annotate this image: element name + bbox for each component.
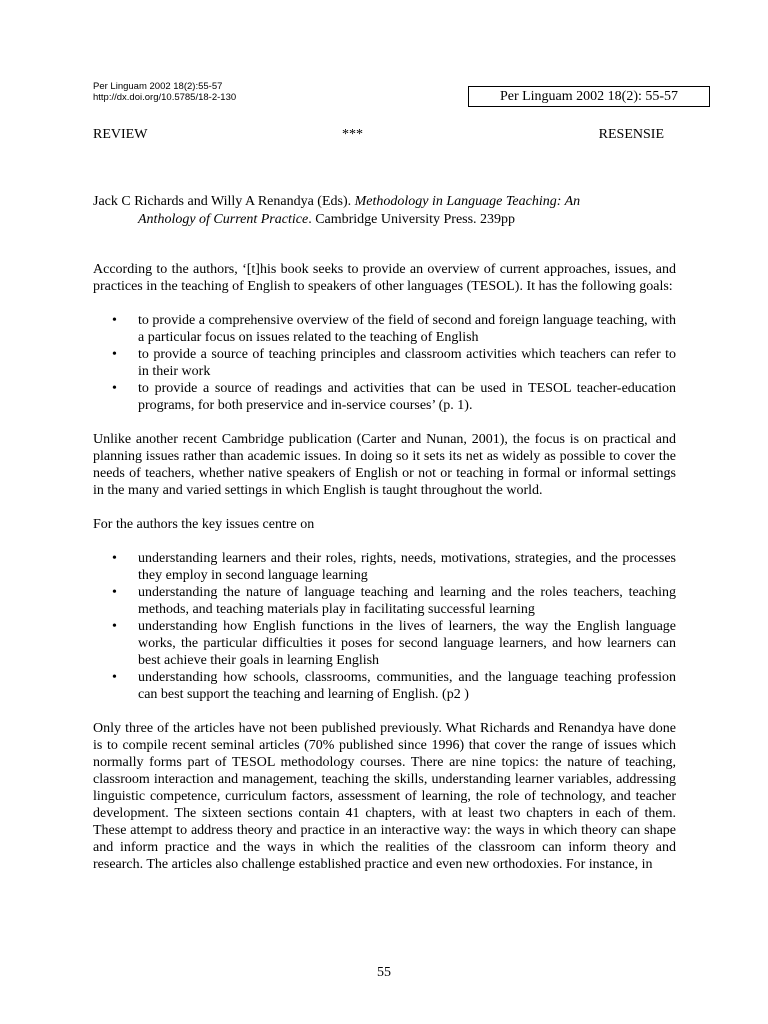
resensie-label: RESENSIE bbox=[598, 127, 664, 142]
intro-paragraph: According to the authors, ‘[t]his book seeks to provide an overview of current approaches, issues, and practices in the teaching of English to speakers of other languages (TESOL). It has the following goals: bbox=[93, 262, 676, 294]
bullet-icon: • bbox=[112, 313, 117, 328]
list-item-text: to provide a source of readings and activities that can be used in TESOL teacher-education programs, for both preservice and in-service courses’ (p. 1). bbox=[138, 381, 676, 413]
journal-citation-line: Per Linguam 2002 18(2):55-57 bbox=[93, 81, 223, 92]
bullet-icon: • bbox=[112, 670, 117, 685]
list-item-text: understanding how English functions in the lives of learners, the way the English language works, the particular difficulties it poses for second language learners, and how learners can best achieve their goals in learning English bbox=[138, 619, 676, 668]
page-number: 55 bbox=[377, 965, 391, 980]
key-issues-list bbox=[93, 550, 676, 703]
articles-paragraph: Only three of the articles have not been published previously. What Richards and Renandya have done is to compile recent seminal articles (70% published since 1996) that cover the range of issues which normally forms part of TESOL methodology courses. There are nine topics: the nature of teaching, classroom interaction and management, teaching the skills, understanding learner variables, addressing linguistic competence, curriculum factors, assessment of learning, the role of technology, and teacher development. The sixteen sections contain 41 chapters, with at least two chapters in each of them. These attempt to address theory and practice in an interactive way: the ways in which theory can shape and inform practice and the ways in which the realities of the classroom can inform theory and research. The articles also challenge established practice and even new orthodoxies. For instance, in bbox=[93, 721, 676, 872]
section-separator: *** bbox=[342, 127, 363, 142]
comparison-paragraph: Unlike another recent Cambridge publication (Carter and Nunan, 2001), the focus is on practical and planning issues rather than academic issues. In doing so it sets its net as widely as possible to cover the needs of teachers, whether native speakers of English or not or teaching in formal or informal settings in the many and varied settings in which English is taught throughout the world. bbox=[93, 432, 676, 498]
book-title-part2: Anthology of Current Practice bbox=[138, 212, 309, 227]
bullet-icon: • bbox=[112, 551, 117, 566]
list-item bbox=[93, 550, 676, 584]
list-item-text: to provide a comprehensive overview of the field of second and foreign language teaching, with a particular focus on issues related to the teaching of English bbox=[138, 313, 676, 345]
list-item bbox=[93, 618, 676, 669]
list-item-text: understanding the nature of language teaching and learning and the roles teachers, teaching methods, and teaching materials play in facilitating successful learning bbox=[138, 585, 676, 617]
review-label: REVIEW bbox=[93, 127, 148, 142]
list-item-text: understanding learners and their roles, rights, needs, motivations, strategies, and the processes they employ in second language learning bbox=[138, 551, 676, 583]
bullet-icon: • bbox=[112, 347, 117, 362]
list-item bbox=[93, 346, 676, 380]
list-item bbox=[93, 380, 676, 414]
book-publisher: . Cambridge University Press. 239pp bbox=[308, 212, 516, 227]
key-issues-intro: For the authors the key issues centre on bbox=[93, 517, 315, 532]
doi-link[interactable]: http://dx.doi.org/10.5785/18-2-130 bbox=[93, 92, 237, 103]
bullet-icon: • bbox=[112, 585, 117, 600]
goals-list bbox=[93, 312, 676, 414]
biblio-line-2 bbox=[93, 211, 673, 229]
list-item bbox=[93, 669, 676, 703]
book-title-part1: Methodology in Language Teaching: An bbox=[354, 194, 581, 209]
section-header-row bbox=[93, 126, 664, 144]
list-item bbox=[93, 584, 676, 618]
list-item bbox=[93, 312, 676, 346]
bibliographic-reference bbox=[93, 193, 673, 229]
list-item-text: to provide a source of teaching principles and classroom activities which teachers can refer to in their work bbox=[138, 347, 676, 379]
book-authors: Jack C Richards and Willy A Renandya (Eds). bbox=[93, 194, 352, 209]
bullet-icon: • bbox=[112, 619, 117, 634]
journal-metadata bbox=[93, 81, 236, 103]
bullet-icon: • bbox=[112, 381, 117, 396]
review-body bbox=[93, 261, 676, 873]
citation-box: Per Linguam 2002 18(2): 55-57 bbox=[468, 86, 710, 107]
biblio-line-1 bbox=[93, 193, 673, 211]
list-item-text: understanding how schools, classrooms, communities, and the language teaching profession can best support the teaching and learning of English. (p2 ) bbox=[138, 670, 676, 702]
